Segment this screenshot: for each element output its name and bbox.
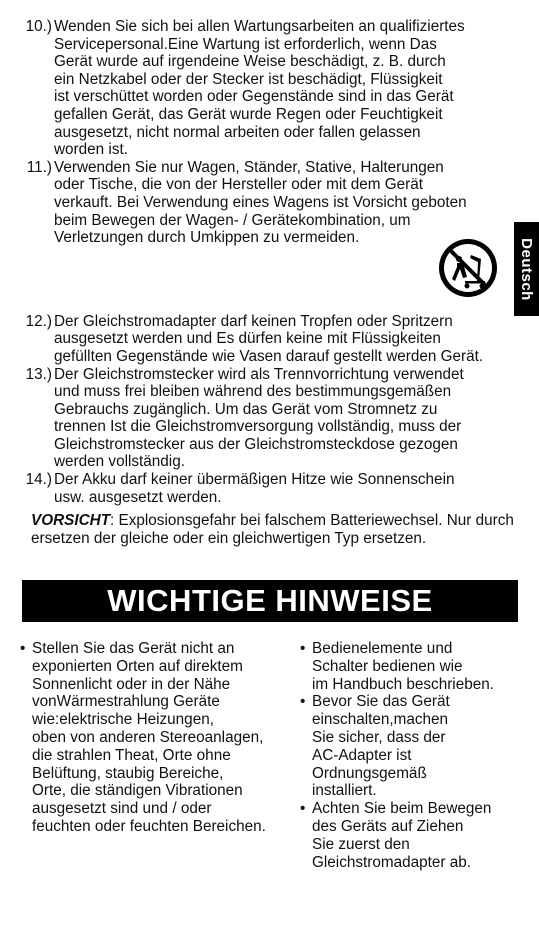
instruction-item-13 (22, 366, 518, 472)
bullet-text: Bedienelemente und Schalter bedienen wie im Handbuch beschrieben. (312, 640, 494, 693)
list-item (300, 693, 522, 800)
item-number: 11.) (26, 158, 52, 176)
caution-text: : Explosionsgefahr bei falschem Batteriewechsel. Nur durch ersetzen der gleiche oder ein gleichwertigen Typ ersetzen. (31, 512, 514, 547)
item-number: 10.) (25, 18, 52, 35)
item-text: Der Gleichstromstecker wird als Trennvorrichtung verwendet und muss frei bleiben während des bestimmungsgemäßen Gebrauchs zugänglich. Um das Gerät vom Stromnetz zu trennen Ist die Gleichstromversorgung vollständig, muss der Gleichstromstecker aus der Gleichstromsteckdose gezogen werden vollständig. (54, 365, 464, 471)
notes-right-column (300, 640, 522, 871)
language-tab (514, 222, 539, 316)
bullet-icon: • (20, 640, 26, 657)
item-number: 12.) (25, 312, 52, 330)
bullet-text: Stellen Sie das Gerät nicht an exponierten Orten auf direktem Sonnenlicht oder in der Nähe vonWärmestrahlung Geräte wie:elektrische Heizungen, oben von anderen Stereoanlagen, die strahlen Theat, Orte ohne Belüftung, staubig Bereiche, Orte, die ständigen Vibrationen ausgesetzt sind und / oder feuchten oder feuchten Bereichen. (32, 640, 266, 835)
instruction-item-12 (22, 313, 518, 366)
item-number: 13.) (25, 365, 52, 383)
item-text: Der Akku darf keiner übermäßigen Hitze wie Sonnenschein usw. ausgesetzt werden. (54, 471, 455, 506)
bullet-icon: • (300, 800, 306, 818)
caution-note (31, 512, 523, 548)
list-item (20, 640, 302, 836)
item-text: Verwenden Sie nur Wagen, Ständer, Stative, Halterungen oder Tische, die von der Hersteller oder mit dem Gerät verkauft. Bei Verwendung eines Wagens ist Vorsicht geboten beim Bewegen der Wagen- / Gerätekombination, um Verletzungen durch Umkippen zu vermeiden. (54, 158, 467, 247)
notes-left-column (20, 640, 302, 836)
instruction-item-10 (22, 18, 518, 159)
list-item (300, 640, 522, 693)
instruction-item-14 (22, 471, 518, 506)
bullet-text: Bevor Sie das Gerät einschalten,machen Sie sicher, dass der AC-Adapter ist Ordnungsgemäß installiert. (312, 693, 450, 800)
item-number: 14.) (25, 471, 52, 489)
cart-tipover-warning-icon (437, 237, 499, 299)
bullet-icon: • (300, 640, 306, 657)
item-text: Wenden Sie sich bei allen Wartungsarbeiten an qualifiziertes Servicepersonal.Eine Wartung ist erforderlich, wenn Das Gerät wurde auf irgendeine Weise beschädigt, z. B. durch ein Netzkabel oder der Stecker ist beschädigt, Flüssigkeit ist verschüttet worden oder Gegenstände sind in das Gerät gefallen Gerät, das Gerät wurde Regen oder Feuchtigkeit ausgesetzt, nicht normal arbeiten oder fallen gelassen worden ist. (54, 18, 465, 159)
bullet-icon: • (300, 693, 306, 711)
item-text: Der Gleichstromadapter darf keinen Tropfen oder Spritzern ausgesetzt werden und Es dürfen keine mit Flüssigkeiten gefüllten Gegenstände wie Vasen darauf gestellt werden Gerät. (54, 312, 484, 365)
important-notes-banner (22, 580, 518, 622)
list-item (300, 800, 522, 871)
instruction-item-11 (22, 159, 518, 247)
bullet-text: Achten Sie beim Bewegen des Geräts auf Ziehen Sie zuerst den Gleichstromadapter ab. (312, 800, 492, 871)
banner-title: WICHTIGE HINWEISE (107, 583, 433, 618)
language-tab-label: Deutsch (518, 237, 535, 301)
caution-label: VORSICHT (31, 512, 111, 529)
